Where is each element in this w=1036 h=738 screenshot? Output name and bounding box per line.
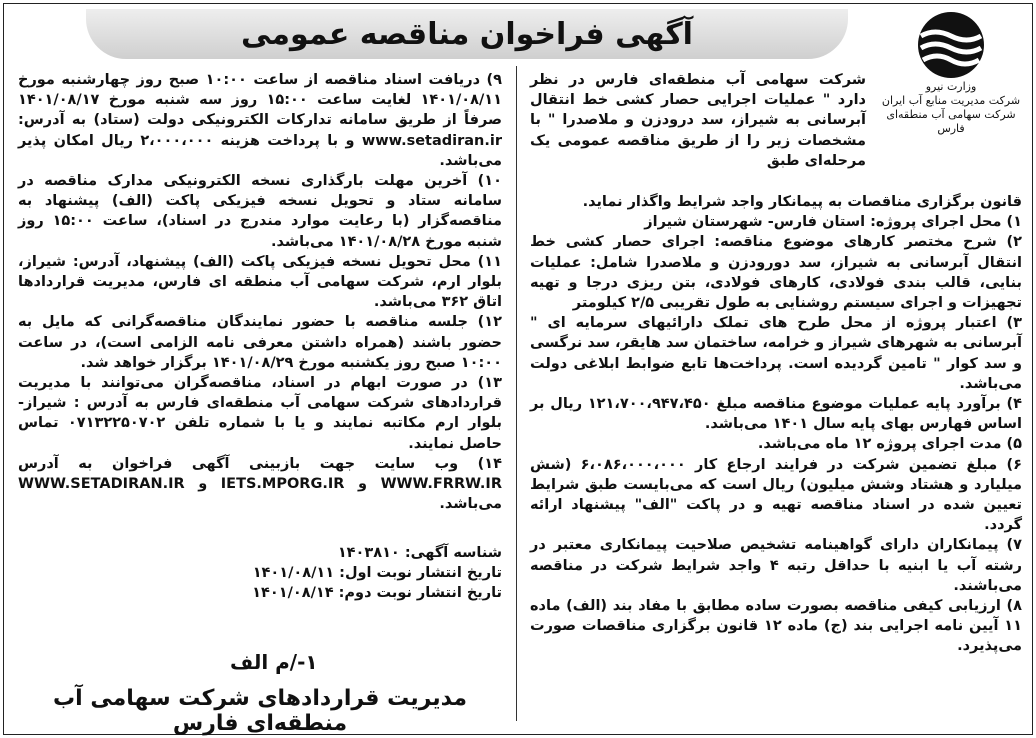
clause-3: ۳) اعتبار پروژه از محل طرح های تملک دارائیهای سرمایه ای " آبرسانی به شهرهای شیراز و خرامه، ساختمان سد هایقر، سد نرگسی و سد کوار " تامین گردیده است. پرداخت‌ها تابع ضوابط ابلاغی دولت می‌باشد. — [530, 315, 1022, 392]
logo-line-company: شرکت مدیریت منابع آب ایران — [881, 94, 1021, 107]
title-banner — [86, 9, 848, 59]
clause-12: ۱۲) جلسه مناقصه با حضور نمایندگان مناقصه‌گرانی که مایل به حضور باشند (همراه داشتن معرفی نامه الزامی است)، در ساعت ۱۰:۰۰ صبح روز یکشنبه مورخ ۱۴۰۱/۰۸/۲۹ برگزار خواهد شد. — [18, 314, 502, 371]
water-waves-logo-icon — [913, 10, 989, 80]
clause-6: ۶) مبلغ تضمین شرکت در فرایند ارجاع کار ۶،۰۸۶،۰۰۰،۰۰۰ (شش میلیارد و هشتاد وشش میلیون) ریال است که می‌بایست طبق شرایط تعیین شده در اسناد مناقصه تهیه و در پاکت "الف" پیشنهاد ارائه گردد. — [530, 456, 1022, 534]
clause-14: ۱۴) وب سایت جهت بازبینی آگهی فراخوان به آدرس WWW.FRRW.IR و IETS.MPORG.IR و WWW.SETADIRAN.IR می‌باشد. — [18, 455, 502, 513]
left-column — [18, 70, 502, 514]
logo-block — [876, 10, 1026, 150]
clause-8: ۸) ارزیابی کیفی مناقصه بصورت ساده مطابق با مفاد بند (الف) ماده ۱۱ آیین نامه اجرایی بند (ج) ماده ۱۲ قانون برگزاری مناقصات صورت می‌پذیرد. — [530, 598, 1022, 655]
first-publish-date: تاریخ انتشار نوبت اول: ۱۴۰۱/۰۸/۱۱ — [252, 565, 502, 582]
clause-9: ۹) دریافت اسناد مناقصه از ساعت ۱۰:۰۰ صبح روز چهارشنبه مورخ ۱۴۰۱/۰۸/۱۱ لغایت ساعت ۱۵:۰۰ روز سه شنبه مورخ ۱۴۰۱/۰۸/۱۷ صرفاً از طریق سامانه تدارکات الکترونیکی دولت (ستاد) به آدرس: www.setadiran.ir و با پرداخت هزینه ۲،۰۰۰،۰۰۰ ریال امکان پذیر می‌باشد. — [18, 72, 502, 169]
clause-1: ۱) محل اجرای پروژه: استان فارس- شهرستان شیراز — [644, 214, 1022, 231]
ad-meta — [18, 543, 502, 604]
logo-line-regional: شرکت سهامی آب منطقه‌ای فارس — [886, 108, 1016, 135]
intro-text: شرکت سهامی آب منطقه‌ای فارس در نظر دارد " عملیات اجرایی حصار کشی خط انتقال آبرسانی به شیراز، سد درودزن و ملاصدرا " با مشخصات زیر را از طریق مناقصه عمومی یک مرحله‌ای طبق — [530, 72, 866, 169]
clause-13: ۱۳) در صورت ابهام در اسناد، مناقصه‌گران می‌توانند با مدیریت قراردادهای شرکت سهامی آب منطقه‌ای فارس به آدرس : شیراز- بلوار ارم مکاتبه نمایند و یا با شماره تلفن ۰۷۱۳۲۲۵۰۷۰۲ تماس حاصل نمایند. — [18, 375, 502, 452]
clause-2: ۲) شرح مختصر کارهای موضوع مناقصه: اجرای حصار کشی خط انتقال آبرسانی به شیراز، سد دورودزن و ملاصدرا شامل: عملیات بنایی، قالب بندی فولادی، کارهای فولادی، بتن ریزی درجا و تهیه تجهیزات و اجرای سیستم روشنایی به طول تقریبی ۲/۵ کیلومتر — [530, 234, 1022, 312]
clause-5: ۵) مدت اجرای پروژه ۱۲ ماه می‌باشد. — [757, 436, 1022, 453]
logo-line-ministry: وزارت نیرو — [925, 80, 977, 93]
clause-4: ۴) برآورد پایه عملیات موضوع مناقصه مبلغ ۱۲۱،۷۰۰،۹۴۷،۴۵۰ ریال بر اساس فهارس بهای پایه سال ۱۴۰۱ می‌باشد. — [530, 396, 1022, 433]
second-publish-date: تاریخ انتشار نوبت دوم: ۱۴۰۱/۰۸/۱۴ — [252, 585, 502, 602]
page-title: آگهی فراخوان مناقصه عمومی — [241, 16, 693, 52]
ad-id: شناسه آگهی: ۱۴۰۳۸۱۰ — [337, 545, 502, 561]
clause-7: ۷) پیمانکاران دارای گواهینامه تشخیص صلاحیت پیمانکاری معتبر در رشته آب یا ابنیه با حداقل رتبه ۴ واجد شرایط شرکت در مناقصه می‌باشند. — [530, 537, 1022, 594]
intro-continuation: قانون برگزاری مناقصات به پیمانکار واجد شرایط واگذار نماید. — [582, 194, 1022, 210]
column-divider — [516, 66, 517, 721]
clause-11: ۱۱) محل تحویل نسخه فیزیکی پاکت (الف) پیشنهاد، آدرس: شیراز، بلوار ارم، شرکت سهامی آب منطقه ای فارس، مدیریت قراردادها اتاق ۳۶۲ می‌باشد. — [18, 253, 502, 311]
signature: مدیریت قراردادهای شرکت سهامی آب منطقه‌ای فارس — [53, 686, 467, 736]
right-column — [530, 192, 1022, 657]
intro-paragraph — [530, 70, 866, 171]
ad-code: ۱-/م الف — [230, 650, 318, 674]
clause-10: ۱۰) آخرین مهلت بارگذاری نسخه الکترونیکی مدارک مناقصه در سامانه ستاد و تحویل نسخه فیزیکی پاکت (الف) پیشنهاد به مناقصه‌گزار (با رعایت موارد مندرج در اسناد)، ساعت ۱۵:۰۰ روز شنبه مورخ ۱۴۰۱/۰۸/۲۸ می‌باشد. — [18, 173, 502, 250]
